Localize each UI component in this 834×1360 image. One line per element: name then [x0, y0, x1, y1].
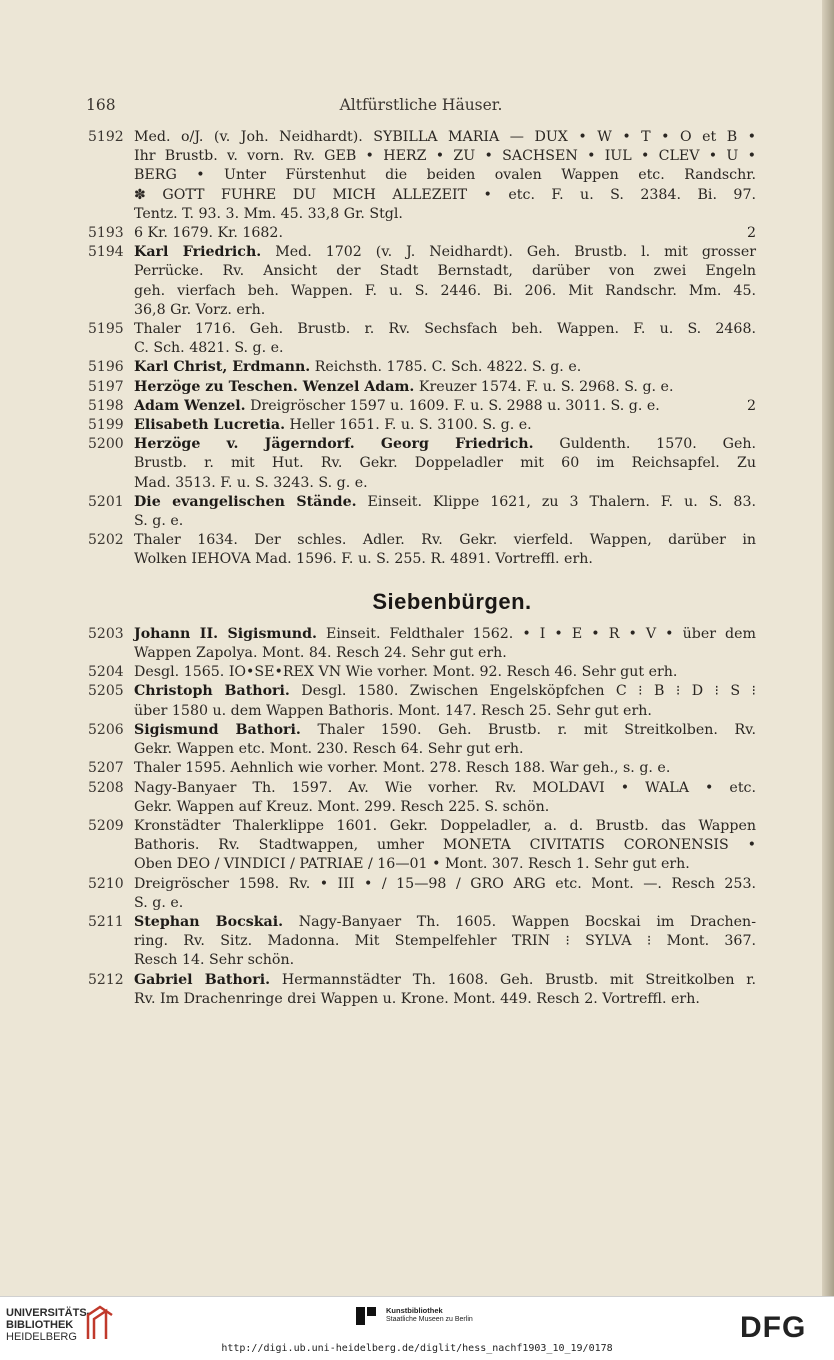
catalog-entry	[0, 531, 756, 569]
entry-line	[134, 740, 756, 759]
entry-line	[134, 913, 756, 932]
entry-line	[134, 474, 756, 493]
entry-text: Tentz. T. 93. 3. Mm. 45. 33,8 Gr. Stgl.	[134, 205, 403, 222]
entry-text: Einseit. Klippe 1621, zu 3 Thalern. F. u. S. 83.	[356, 493, 756, 510]
running-title: Altfürstliche Häuser.	[339, 96, 503, 114]
entry-name: Karl Friedrich.	[134, 244, 262, 261]
entry-line	[134, 358, 756, 377]
entry-name: Christoph Bathori.	[134, 683, 290, 700]
entry-line	[134, 224, 756, 243]
catalog-entry	[0, 435, 756, 493]
entry-name: Herzöge v. Jägerndorf. Georg Friedrich.	[134, 436, 534, 453]
entry-text: Med. o/J. (v. Joh. Neidhardt). SYBILLA MARIA — DUX • W • T • O et B •	[134, 129, 756, 145]
entry-text: Thaler 1595. Aehnlich wie vorher. Mont. 278. Resch 188. War geh., s. g. e.	[134, 760, 671, 777]
entry-text: Kronstädter Thalerklippe 1601. Gekr. Doppeladler, a. d. Brustb. das Wappen	[134, 817, 756, 834]
entry-line	[134, 550, 756, 569]
entry-line	[134, 721, 756, 740]
entry-text: Heller 1651. F. u. S. 3100. S. g. e.	[285, 417, 532, 434]
entry-text: Wolken IEHOVA Mad. 1596. F. u. S. 255. R. 4891. Vortreffl. erh.	[134, 551, 593, 568]
entry-line	[134, 798, 756, 817]
entry-name: Johann II. Sigismund.	[134, 625, 317, 642]
entry-text: Rv. Im Drachenringe drei Wappen u. Krone. Mont. 449. Resch 2. Vortreffl. erh.	[134, 990, 700, 1007]
kb-line-2: Staatliche Museen zu Berlin	[386, 1316, 473, 1323]
entry-line	[134, 682, 756, 701]
entry-line	[134, 894, 756, 913]
ub-line-3: HEIDELBERG	[6, 1331, 77, 1343]
entry-line	[134, 320, 756, 339]
entry-line	[134, 128, 756, 147]
entry-text: Nagy-Banyaer Th. 1605. Wappen Bocskai im Drachen-	[283, 913, 756, 930]
entry-number: 5210	[88, 875, 124, 892]
catalog-entry	[0, 913, 756, 971]
catalog-entry	[0, 759, 756, 778]
entry-line	[134, 702, 756, 721]
entry-number: 5193	[88, 225, 124, 242]
section-heading: Siebenbürgen.	[372, 588, 532, 614]
entry-name: Die evangelischen Stände.	[134, 493, 357, 510]
entry-line	[134, 625, 756, 644]
entry-number: 5199	[88, 417, 124, 434]
entry-text: S. g. e.	[134, 894, 184, 911]
entry-line	[134, 186, 756, 205]
ub-line-2: BIBLIOTHEK	[6, 1319, 74, 1331]
entry-text: Desgl. 1565. IO•SE•REX VN Wie vorher. Mont. 92. Resch 46. Sehr gut erh.	[134, 664, 678, 681]
entry-number: 5203	[88, 625, 124, 642]
entry-text: ✽ GOTT FUHRE DU MICH ALLEZEIT • etc. F. u. S. 2384. Bi. 97.	[134, 186, 756, 203]
entry-line	[134, 990, 756, 1009]
entry-line	[134, 262, 756, 281]
entry-line	[134, 531, 756, 550]
page-number: 168	[86, 96, 116, 114]
entry-text: BERG • Unter Fürstenhut die beiden ovalen Wappen etc. Randschr.	[134, 167, 756, 184]
entry-number: 5200	[88, 436, 124, 453]
entry-text: Einseit. Feldthaler 1562. • I • E • R • V • über dem	[316, 625, 756, 642]
entry-text: C. Sch. 4821. S. g. e.	[134, 340, 284, 357]
entry-text: Dreigröscher 1598. Rv. • III • / 15—98 / GRO ARG etc. Mont. —. Resch 253.	[134, 875, 756, 892]
catalog-entry	[0, 721, 756, 759]
catalog-entry	[0, 128, 756, 224]
entry-text: Bathoris. Rv. Stadtwappen, umher MONETA CIVITATIS CORONENSIS •	[134, 837, 756, 854]
entry-number: 5211	[88, 913, 124, 930]
entry-line	[134, 512, 756, 531]
kunstbibliothek-label	[386, 1306, 473, 1324]
entry-text: Wappen Zapolya. Mont. 84. Resch 24. Sehr gut erh.	[134, 645, 507, 662]
entry-line	[134, 759, 756, 778]
entry-line	[134, 454, 756, 473]
catalog-entry	[0, 378, 756, 397]
entry-text: Dreigröscher 1597 u. 1609. F. u. S. 2988 u. 3011. S. g. e.	[245, 397, 660, 414]
entry-line	[134, 779, 756, 798]
catalog-entry	[0, 779, 756, 817]
entry-number: 5197	[88, 378, 124, 395]
entry-line	[134, 836, 756, 855]
entry-number: 5198	[88, 397, 124, 414]
entry-text: Brustb. r. mit Hut. Rv. Gekr. Doppeladler mit 60 im Reichsapfel. Zu	[134, 455, 756, 472]
entry-line	[134, 339, 756, 358]
kunstbibliothek-logo-icon	[354, 1305, 378, 1327]
entry-text: Resch 14. Sehr schön.	[134, 952, 295, 969]
catalog-entry	[0, 875, 756, 913]
entry-line	[134, 378, 756, 397]
catalog-entry	[0, 416, 756, 435]
entry-line	[134, 435, 756, 454]
entry-text: Thaler 1716. Geh. Brustb. r. Rv. Sechsfach beh. Wappen. F. u. S. 2468.	[134, 321, 756, 338]
entry-line	[134, 932, 756, 951]
digitization-footer	[0, 1296, 834, 1360]
entry-name: Stephan Bocskai.	[134, 913, 284, 930]
entry-text: Perrücke. Rv. Ansicht der Stadt Bernstadt, darüber von zwei Engeln	[134, 263, 756, 280]
entry-number: 5195	[88, 321, 124, 338]
catalog-entry	[0, 971, 756, 1009]
entry-number: 5194	[88, 244, 124, 261]
entry-number: 5202	[88, 532, 124, 549]
entry-line	[134, 855, 756, 874]
catalog-entry	[0, 625, 756, 663]
catalog-entry	[0, 682, 756, 720]
catalog-body	[0, 128, 834, 1009]
entry-line	[134, 644, 756, 663]
entry-text: Oben DEO / VINDICI / PATRIAE / 16—01 • Mont. 307. Resch 1. Sehr gut erh.	[134, 856, 690, 873]
dfg-logo: DFG	[740, 1311, 807, 1344]
entry-text: Guldenth. 1570. Geh.	[533, 436, 756, 453]
entry-line	[134, 817, 756, 836]
entry-text: Desgl. 1580. Zwischen Engelsköpfchen C ⁝ B ⁝ D ⁝ S ⁝	[289, 683, 756, 700]
catalog-entry	[0, 817, 756, 875]
entry-text: Thaler 1634. Der schles. Adler. Rv. Gekr. vierfeld. Wappen, darüber in	[134, 532, 756, 549]
entry-line	[134, 493, 756, 512]
catalog-entry	[0, 224, 756, 243]
ub-heidelberg-logo-icon	[84, 1305, 116, 1341]
entry-text: Gekr. Wappen auf Kreuz. Mont. 299. Resch 225. S. schön.	[134, 798, 550, 815]
catalog-entry	[0, 397, 756, 416]
entry-number: 5212	[88, 971, 124, 988]
entry-line	[134, 166, 756, 185]
entry-number: 5192	[88, 129, 124, 145]
catalog-entry	[0, 663, 756, 682]
entry-name: Sigismund Bathori.	[134, 721, 301, 738]
entry-number: 5209	[88, 817, 124, 834]
entry-text: Mad. 3513. F. u. S. 3243. S. g. e.	[134, 474, 368, 491]
entry-line	[134, 243, 756, 262]
entry-line	[134, 416, 756, 435]
entry-line	[134, 301, 756, 320]
entry-text: S. g. e.	[134, 513, 184, 530]
catalog-entry	[0, 358, 756, 377]
entry-number: 5206	[88, 721, 124, 738]
entry-text: Kreuzer 1574. F. u. S. 2968. S. g. e.	[414, 378, 674, 395]
entry-line	[134, 282, 756, 301]
running-header	[86, 96, 756, 116]
entry-name: Adam Wenzel.	[134, 397, 246, 414]
entry-text: Gekr. Wappen etc. Mont. 230. Resch 64. Sehr gut erh.	[134, 741, 524, 758]
entry-name: Karl Christ, Erdmann.	[134, 359, 311, 376]
entry-text: ring. Rv. Sitz. Madonna. Mit Stempelfehler TRIN ⁝ SYLVA ⁝ Mont. 367.	[134, 933, 756, 950]
entry-text: Hermannstädter Th. 1608. Geh. Brustb. mit Streitkolben r.	[270, 971, 756, 988]
entry-line	[134, 205, 756, 224]
entries-top	[0, 128, 834, 570]
ub-line-1: UNIVERSITÄTS-	[6, 1307, 91, 1319]
entry-text: geh. vierfach beh. Wappen. F. u. S. 2446. Bi. 206. Mit Randschr. Mm. 45.	[134, 282, 756, 299]
entry-number: 5207	[88, 760, 124, 777]
entry-text: Thaler 1590. Geh. Brustb. r. mit Streitkolben. Rv.	[300, 721, 756, 738]
catalog-entry	[0, 243, 756, 320]
entry-number: 5196	[88, 359, 124, 376]
entry-text: Ihr Brustb. v. vorn. Rv. GEB • HERZ • ZU • SACHSEN • IUL • CLEV • U •	[134, 148, 756, 165]
entry-line	[134, 875, 756, 894]
entry-line	[134, 951, 756, 970]
entry-text: 6 Kr. 1679. Kr. 1682.	[134, 225, 283, 242]
entry-number: 5208	[88, 779, 124, 796]
entry-text: Reichsth. 1785. C. Sch. 4822. S. g. e.	[310, 359, 582, 376]
entry-number: 5201	[88, 493, 124, 510]
ub-heidelberg-label	[6, 1307, 90, 1343]
catalog-entry	[0, 320, 756, 358]
entry-name: Gabriel Bathori.	[134, 971, 271, 988]
entry-line	[134, 971, 756, 990]
entry-number: 5204	[88, 664, 124, 681]
entry-number: 5205	[88, 683, 124, 700]
catalog-entry	[0, 493, 756, 531]
entry-line	[134, 663, 756, 682]
permalink-url[interactable]: http://digi.ub.uni-heidelberg.de/diglit/hess_nachf1903_10_19/0178	[221, 1343, 613, 1354]
entry-line	[134, 397, 756, 416]
entries-bottom	[0, 625, 834, 1009]
entry-text: Med. 1702 (v. J. Neidhardt). Geh. Brustb. l. mit grosser	[261, 244, 756, 261]
entry-name: Elisabeth Lucretia.	[134, 417, 286, 434]
entry-quantity: 2	[746, 225, 756, 242]
entry-text: über 1580 u. dem Wappen Bathoris. Mont. 147. Resch 25. Sehr gut erh.	[134, 702, 652, 719]
kb-line-1: Kunstbibliothek	[386, 1306, 443, 1315]
entry-text: 36,8 Gr. Vorz. erh.	[134, 301, 266, 318]
entry-name: Herzöge zu Teschen. Wenzel Adam.	[134, 378, 415, 395]
entry-quantity: 2	[746, 397, 756, 414]
entry-text: Nagy-Banyaer Th. 1597. Av. Wie vorher. Rv. MOLDAVI • WALA • etc.	[134, 779, 756, 796]
entry-line	[134, 147, 756, 166]
